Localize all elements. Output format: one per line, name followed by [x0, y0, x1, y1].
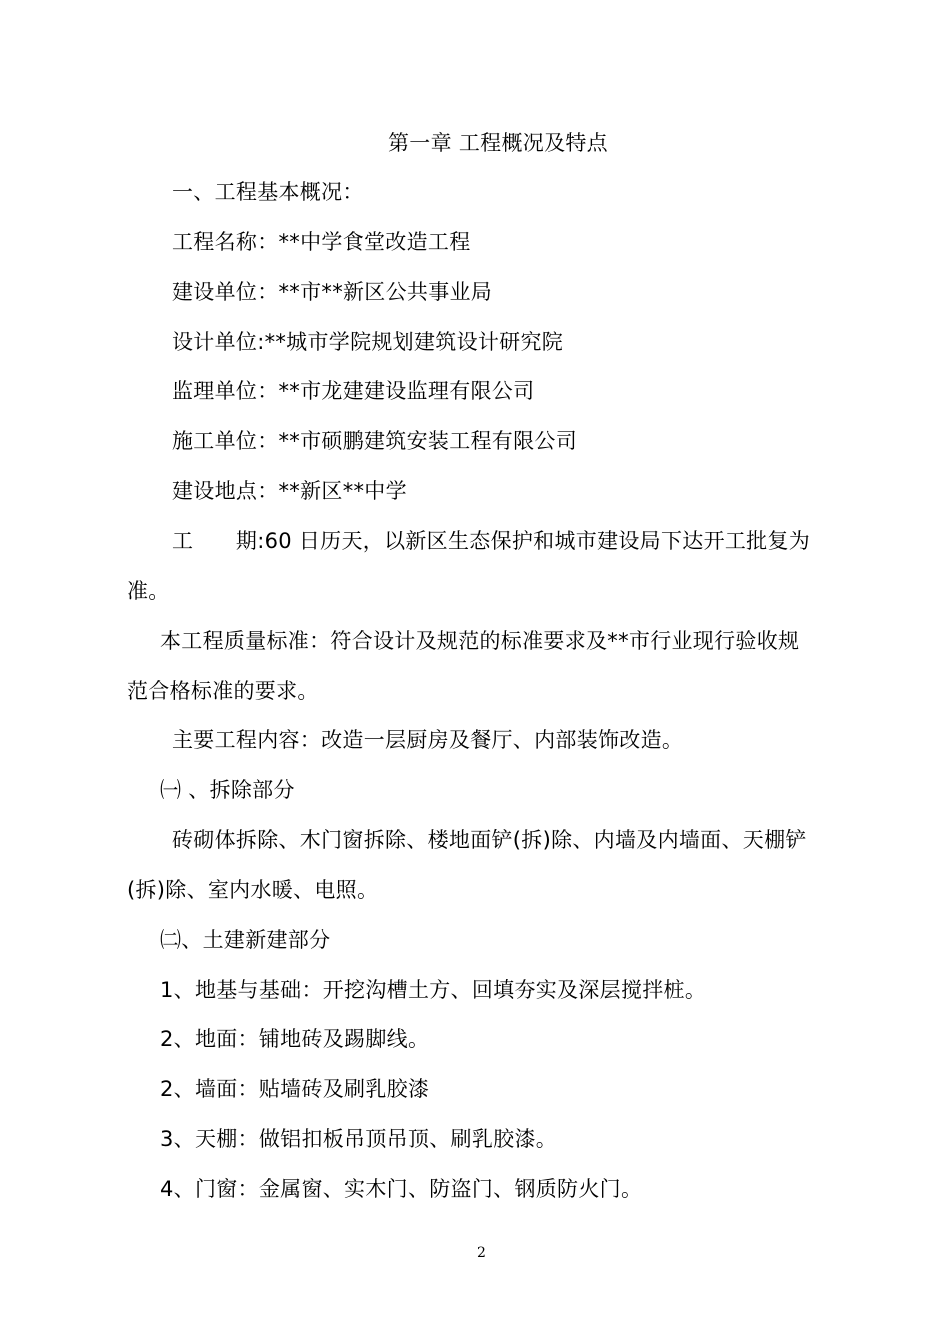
civil-item-floor: 2、地面：铺地砖及踢脚线。: [160, 1027, 430, 1051]
civil-item-foundation: 1、地基与基础：开挖沟槽土方、回填夯实及深层搅拌桩。: [160, 978, 707, 1002]
location-line: 建设地点：**新区**中学: [172, 479, 407, 503]
page-number: 2: [477, 1245, 486, 1261]
contractor-line: 施工单位：**市硕鹏建筑安装工程有限公司: [172, 429, 577, 453]
supervisor-line: 监理单位：**市龙建建设监理有限公司: [172, 379, 535, 403]
civil-item-ceiling: 3、天棚：做铝扣板吊顶吊顶、刷乳胶漆。: [160, 1127, 558, 1151]
civil-heading: ㈡、土建新建部分: [160, 928, 331, 952]
duration-line-cont: 准。: [127, 579, 170, 603]
designer-line: 设计单位:**城市学院规划建筑设计研究院: [172, 330, 564, 354]
scope-line: 主要工程内容：改造一层厨房及餐厅、内部装饰改造。: [172, 728, 684, 752]
demolition-line-cont: (拆)除、室内水暖、电照。: [127, 878, 379, 902]
owner-line: 建设单位：**市**新区公共事业局: [172, 280, 493, 304]
quality-line-cont: 范合格标准的要求。: [127, 679, 319, 703]
chapter-title: 第一章 工程概况及特点: [388, 131, 608, 155]
section-heading: 一、工程基本概况：: [172, 180, 364, 204]
duration-line: 工 期:60 日历天，以新区生态保护和城市建设局下达开工批复为: [172, 529, 811, 553]
project-name-line: 工程名称：**中学食堂改造工程: [172, 230, 471, 254]
demolition-line: 砖砌体拆除、木门窗拆除、楼地面铲(拆)除、内墙及内墙面、天棚铲: [172, 828, 807, 852]
demolition-heading: ㈠ 、拆除部分: [160, 778, 295, 802]
civil-item-wall: 2、墙面：贴墙砖及刷乳胶漆: [160, 1077, 430, 1101]
civil-item-doors-windows: 4、门窗：金属窗、实木门、防盗门、钢质防火门。: [160, 1177, 643, 1201]
quality-line: 本工程质量标准：符合设计及规范的标准要求及**市行业现行验收规: [160, 629, 800, 653]
